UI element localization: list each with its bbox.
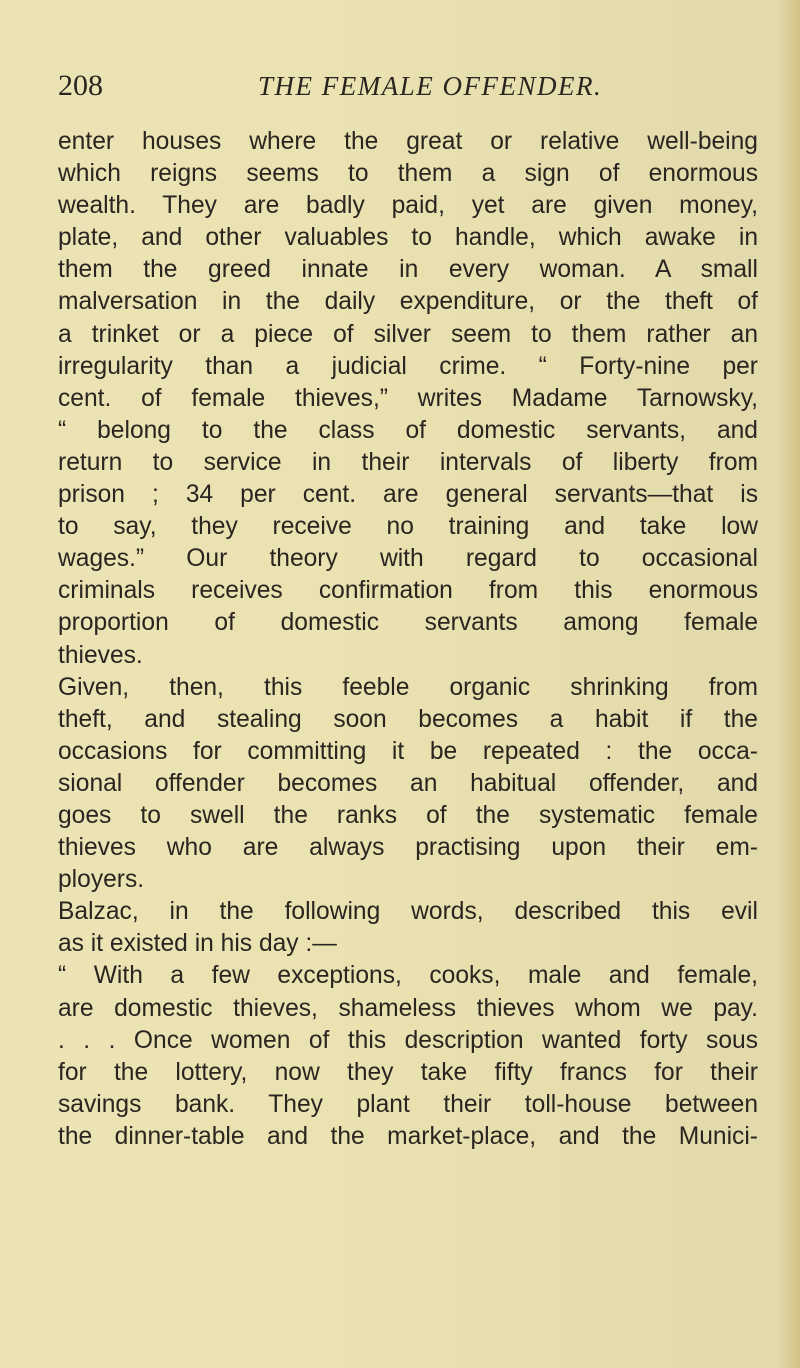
text-line: Given, then, this feeble organic shrinking from: [58, 673, 758, 701]
text-line: theft, and stealing soon becomes a habit if the: [58, 705, 758, 733]
text-line: plate, and other valuables to handle, which awake in: [58, 224, 758, 252]
text-line: are domestic thieves, shameless thieves whom we pay.: [58, 994, 758, 1022]
text-line: ployers.: [58, 866, 145, 894]
text-line: savings bank. They plant their toll-house between: [58, 1090, 758, 1118]
page-number: 208: [58, 69, 103, 102]
text-line: “ belong to the class of domestic servants, and: [58, 416, 758, 444]
text-line: proportion of domestic servants among female: [58, 609, 758, 637]
text-line: goes to swell the ranks of the systematic female: [58, 801, 758, 829]
page-edge-shading: [778, 0, 800, 1368]
running-title: THE FEMALE OFFENDER.: [258, 71, 603, 101]
text-line: as it existed in his day :—: [58, 930, 337, 958]
text-line: to say, they receive no training and take low: [58, 513, 758, 541]
text-line: enter houses where the great or relative well-being: [58, 128, 758, 155]
text-line: sional offender becomes an habitual offender, and: [58, 769, 758, 797]
text-line: criminals receives confirmation from this enormous: [58, 577, 758, 605]
text-line: a trinket or a piece of silver seem to them rather an: [58, 320, 758, 348]
text-line: them the greed innate in every woman. A small: [58, 256, 758, 284]
body-text: [58, 126, 758, 1153]
text-line: wages.” Our theory with regard to occasional: [58, 545, 758, 573]
text-line: . . . Once women of this description wanted forty sous: [58, 1026, 758, 1054]
text-line: malversation in the daily expenditure, or the theft of: [58, 288, 758, 316]
text-line: which reigns seems to them a sign of enormous: [58, 160, 758, 188]
text-line: prison ; 34 per cent. are general servants—that is: [58, 481, 758, 509]
page-header: [58, 66, 748, 106]
text-line: cent. of female thieves,” writes Madame Tarnowsky,: [58, 384, 758, 412]
text-line: wealth. They are badly paid, yet are given money,: [58, 192, 758, 220]
text-line: thieves.: [58, 641, 143, 669]
text-line: irregularity than a judicial crime. “ Forty-nine per: [58, 352, 758, 380]
text-line: thieves who are always practising upon their em-: [58, 834, 758, 862]
text-line: “ With a few exceptions, cooks, male and female,: [58, 962, 758, 990]
text-line: the dinner-table and the market-place, and the Munici-: [58, 1122, 758, 1150]
text-line: return to service in their intervals of liberty from: [58, 448, 758, 476]
text-line: occasions for committing it be repeated : the occa-: [58, 737, 758, 765]
text-line: for the lottery, now they take fifty francs for their: [58, 1058, 758, 1086]
text-line: Balzac, in the following words, described this evil: [58, 898, 758, 926]
